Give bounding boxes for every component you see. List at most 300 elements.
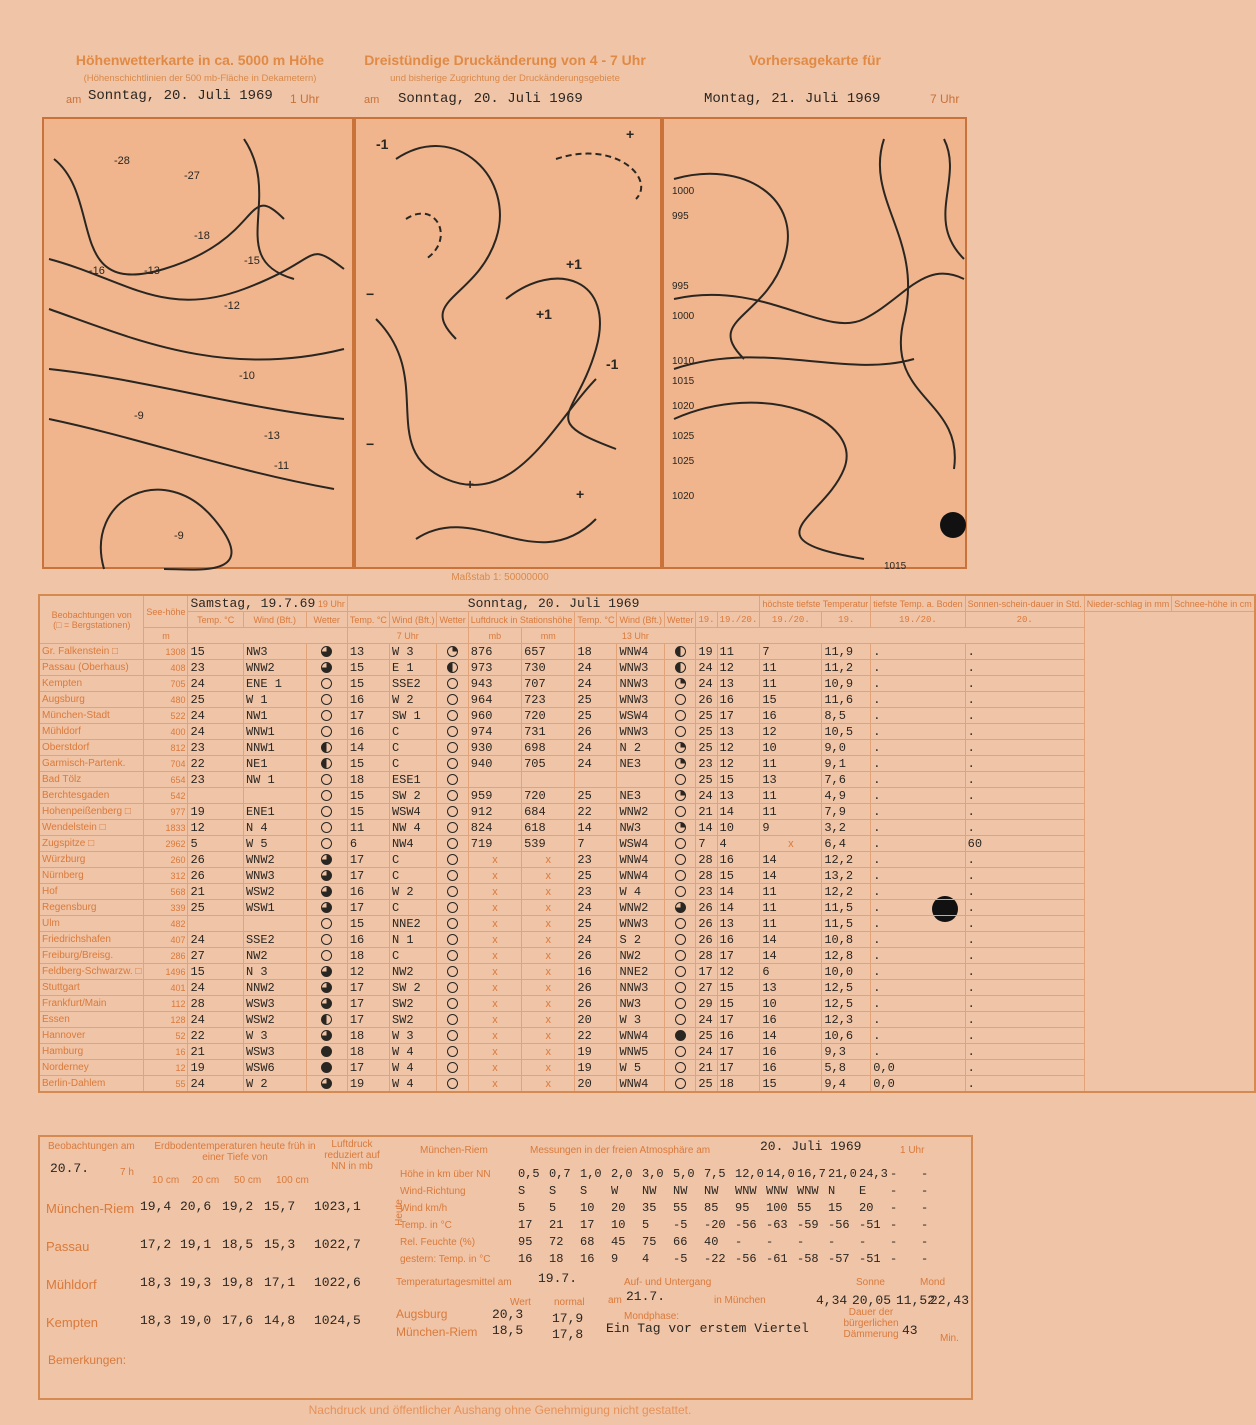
depth-100: 100 cm [276, 1175, 309, 1186]
cell-value: 16 [760, 1012, 822, 1028]
cell-value: . [871, 900, 965, 916]
weather-symbol-icon [321, 982, 332, 993]
station-name: Hamburg [39, 1044, 144, 1060]
cell-value: 16 [717, 692, 760, 708]
cell-value: 698 [522, 740, 575, 756]
weather-symbol-icon [447, 742, 458, 753]
svg-text:1020: 1020 [672, 491, 695, 502]
cell-value: 16 [717, 852, 760, 868]
soil-station-name: Kempten [46, 1315, 99, 1330]
cell-value: 15 [347, 676, 389, 692]
weather-symbol-icon [675, 966, 686, 977]
table-row [39, 692, 1255, 708]
missing-value: x [522, 1076, 575, 1093]
cell-value: 18 [347, 772, 389, 788]
soil-d100: 15,7 [264, 1199, 296, 1214]
weather-symbol [665, 836, 696, 852]
atmos-value: -5 [673, 1252, 688, 1266]
weather-symbol-icon [321, 774, 332, 785]
cell-value: 14 [760, 868, 822, 884]
weather-symbol [306, 916, 347, 932]
cell-value: 18 [717, 1076, 760, 1093]
cell-value: 18 [347, 948, 389, 964]
svg-text:-16: -16 [89, 265, 105, 277]
atmos-value: -57 [828, 1252, 850, 1266]
weather-symbol [437, 692, 468, 708]
atmos-value: - [890, 1218, 898, 1232]
cell-value: 705 [522, 756, 575, 772]
cell-value: 20 [575, 1076, 617, 1093]
cell-value [617, 772, 665, 788]
weather-symbol-icon [447, 870, 458, 881]
weather-symbol-icon [321, 870, 332, 881]
station-elevation: 260 [144, 852, 188, 868]
cell-value: 25 [696, 772, 717, 788]
cell-value: 9,3 [822, 1044, 871, 1060]
cell-value: 7,6 [822, 772, 871, 788]
weather-symbol [665, 1076, 696, 1093]
atmos-row-label: Temp. in °C [400, 1220, 452, 1231]
cell-value: WNW5 [617, 1044, 665, 1060]
atmos-value: -61 [766, 1252, 788, 1266]
cell-value: WNW1 [243, 724, 306, 740]
soil-station-name: Passau [46, 1239, 90, 1254]
in-muenchen: in München [714, 1295, 766, 1306]
atmos-value: 9 [611, 1252, 619, 1266]
h-mm: mm [522, 628, 575, 644]
cell-value: . [965, 996, 1084, 1012]
cell-value: 26 [575, 996, 617, 1012]
cell-value: . [965, 948, 1084, 964]
weather-symbol [665, 756, 696, 772]
cell-value: 19 [696, 644, 717, 660]
station-elevation: 568 [144, 884, 188, 900]
cell-value: 11,5 [822, 916, 871, 932]
cell-value: 18 [575, 644, 617, 660]
cell-value: . [965, 916, 1084, 932]
weather-symbol [437, 836, 468, 852]
weather-symbol-icon [675, 790, 686, 801]
soil-d50: 19,2 [222, 1199, 254, 1214]
cell-value: . [871, 660, 965, 676]
svg-text:+: + [466, 476, 475, 492]
atmos-value: - [921, 1235, 929, 1249]
svg-text:1025: 1025 [672, 431, 695, 442]
cell-value: . [965, 740, 1084, 756]
table-row [39, 1028, 1255, 1044]
weather-symbol-icon [675, 806, 686, 817]
station-elevation: 286 [144, 948, 188, 964]
weather-symbol [665, 868, 696, 884]
table-row [39, 1012, 1255, 1028]
station-elevation: 542 [144, 788, 188, 804]
station-elevation: 1833 [144, 820, 188, 836]
cell-value: NW2 [243, 948, 306, 964]
cell-value: 8,5 [822, 708, 871, 724]
table-row [39, 804, 1255, 820]
table-row [39, 1060, 1255, 1076]
cell-value: 12 [717, 756, 760, 772]
cell-value: 17 [717, 708, 760, 724]
cell-value: W 2 [243, 1076, 306, 1093]
table-row [39, 868, 1255, 884]
soil-d50: 18,5 [222, 1237, 254, 1252]
cell-value: 12 [347, 964, 389, 980]
weather-symbol-icon [675, 854, 686, 865]
weather-symbol [306, 692, 347, 708]
weather-symbol [665, 964, 696, 980]
obs-time: 7 h [120, 1167, 134, 1178]
cell-value: . [965, 724, 1084, 740]
cell-value: 24 [696, 660, 717, 676]
cell-value: NNW1 [243, 740, 306, 756]
cell-value: 7 [696, 836, 717, 852]
cell-value: 28 [696, 948, 717, 964]
cell-value: WSW3 [243, 1044, 306, 1060]
cell-value: 24 [575, 740, 617, 756]
table-row [39, 948, 1255, 964]
weather-symbol-icon [447, 726, 458, 737]
cell-value: E 1 [389, 660, 437, 676]
cell-value: 12,2 [822, 852, 871, 868]
weather-symbol-icon [321, 966, 332, 977]
station-name: München-Stadt [39, 708, 144, 724]
weather-symbol [306, 644, 347, 660]
station-name: Stuttgart [39, 980, 144, 996]
cell-value: 22 [188, 1028, 243, 1044]
cell-value: 25 [575, 788, 617, 804]
weather-symbol-icon [447, 1014, 458, 1025]
weather-symbol-icon [447, 950, 458, 961]
weather-symbol [665, 692, 696, 708]
cell-value: 12,5 [822, 996, 871, 1012]
table-row [39, 788, 1255, 804]
cell-value: 12,8 [822, 948, 871, 964]
cell-value: W 1 [243, 692, 306, 708]
cell-value: 9,4 [822, 1076, 871, 1093]
cell-value: . [965, 660, 1084, 676]
cell-value: . [871, 820, 965, 836]
weather-symbol-icon [447, 678, 458, 689]
atmos-value: 75 [642, 1235, 657, 1249]
atmos-value: 18 [549, 1252, 564, 1266]
cell-value: 14 [760, 932, 822, 948]
forecast-map-time: 7 Uhr [930, 92, 960, 106]
cell-value: 17 [347, 852, 389, 868]
cell-value: NNE2 [617, 964, 665, 980]
cell-value: 14 [760, 852, 822, 868]
missing-value: x [522, 996, 575, 1012]
soil-d10: 17,2 [140, 1237, 172, 1252]
h-date-19b: 19. [822, 612, 871, 628]
cell-value: 26 [696, 692, 717, 708]
cell-value: 19 [188, 1060, 243, 1076]
weather-symbol-icon [675, 1062, 686, 1073]
cell-value: 23 [575, 884, 617, 900]
cell-value: 22 [188, 756, 243, 772]
atmos-value: 14,0 [766, 1167, 795, 1181]
atmos-value: 3,0 [642, 1167, 664, 1181]
cell-value: . [871, 836, 965, 852]
cell-value: 14 [760, 1028, 822, 1044]
cell-value: 15 [717, 980, 760, 996]
weather-symbol [306, 708, 347, 724]
cell-value: 719 [468, 836, 521, 852]
tm-normal: normal [554, 1297, 585, 1308]
weather-symbol-icon [447, 806, 458, 817]
station-elevation: 2962 [144, 836, 188, 852]
missing-value: x [468, 980, 521, 996]
atmos-value: 24,3 [859, 1167, 888, 1181]
cell-value: . [871, 884, 965, 900]
weather-symbol-icon [447, 1062, 458, 1073]
weather-symbol-icon [675, 934, 686, 945]
upper-map-am: am [66, 94, 82, 106]
cell-value: 23 [696, 756, 717, 772]
station-name: Essen [39, 1012, 144, 1028]
table-row [39, 708, 1255, 724]
weather-symbol-icon [675, 710, 686, 721]
missing-value: x [522, 900, 575, 916]
cell-value: . [965, 1044, 1084, 1060]
cell-value: 15 [717, 868, 760, 884]
soil-d50: 17,6 [222, 1313, 254, 1328]
cell-value: 3,2 [822, 820, 871, 836]
missing-value: x [522, 916, 575, 932]
h-13-uhr: 13 Uhr [575, 628, 696, 644]
bottom-section [38, 1135, 973, 1400]
cell-value: 21 [696, 804, 717, 820]
atmos-value: 55 [797, 1201, 812, 1215]
weather-symbol [437, 724, 468, 740]
weather-maps [42, 117, 967, 572]
cell-value: 4,9 [822, 788, 871, 804]
atmos-value: - [921, 1184, 929, 1198]
cell-value: 14 [760, 948, 822, 964]
depth-50: 50 cm [234, 1175, 262, 1186]
cell-value: 11 [717, 644, 760, 660]
missing-value: x [522, 1060, 575, 1076]
cell-value: 28 [696, 852, 717, 868]
svg-text:1025: 1025 [672, 456, 695, 467]
h-wind-19: Wind (Bft.) [243, 612, 306, 628]
weather-symbol-icon [675, 678, 686, 689]
cell-value: 15 [347, 756, 389, 772]
station-name: Regensburg [39, 900, 144, 916]
h-7-uhr: 7 Uhr [347, 628, 468, 644]
atmos-value: - [859, 1235, 867, 1249]
pressure-map-am: am [364, 94, 380, 106]
cell-value: 824 [468, 820, 521, 836]
station-elevation: 16 [144, 1044, 188, 1060]
header-snow: Schnee-höhe in cm [1172, 595, 1255, 612]
cell-value: 16 [717, 932, 760, 948]
weather-symbol [665, 1044, 696, 1060]
cell-value: WNW4 [617, 852, 665, 868]
cell-value: 943 [468, 676, 521, 692]
cell-value: 16 [575, 964, 617, 980]
h-wetter-7: Wetter [437, 612, 468, 628]
cell-value: 19 [347, 1076, 389, 1093]
cell-value: 657 [522, 644, 575, 660]
missing-value: x [468, 868, 521, 884]
station-name: Mühldorf [39, 724, 144, 740]
cell-value: . [965, 964, 1084, 980]
weather-symbol [306, 852, 347, 868]
cell-value: 14 [717, 900, 760, 916]
cell-value: 16 [347, 724, 389, 740]
weather-symbol [665, 980, 696, 996]
cell-value: 23 [575, 852, 617, 868]
tm-row1-name: Augsburg [396, 1307, 448, 1321]
cell-value: 15 [188, 644, 243, 660]
weather-symbol [306, 772, 347, 788]
cell-value: . [871, 948, 965, 964]
station-name: Norderney [39, 1060, 144, 1076]
cell-value: WNW3 [617, 660, 665, 676]
cell-value: 25 [575, 868, 617, 884]
atmos-value: 45 [611, 1235, 626, 1249]
weather-symbol-icon [447, 982, 458, 993]
table-row [39, 932, 1255, 948]
atmos-value: S [518, 1184, 526, 1198]
cell-value: . [965, 756, 1084, 772]
upper-air-map [42, 117, 354, 569]
cell-value: 7 [575, 836, 617, 852]
missing-value: x [468, 996, 521, 1012]
weather-symbol [306, 964, 347, 980]
cell-value: 9 [760, 820, 822, 836]
header-sunshine: Sonnen-schein-dauer in Std. [965, 595, 1084, 612]
weather-symbol-icon [447, 934, 458, 945]
cell-value: . [965, 708, 1084, 724]
station-name: Würzburg [39, 852, 144, 868]
weather-symbol [437, 788, 468, 804]
header-observations: Beobachtungen von [51, 609, 132, 620]
station-elevation: 400 [144, 724, 188, 740]
header-precip: Nieder-schlag in mm [1084, 595, 1172, 612]
cell-value: SSE2 [389, 676, 437, 692]
missing-value: x [522, 852, 575, 868]
table-row [39, 996, 1255, 1012]
cell-value: 912 [468, 804, 521, 820]
cell-value: 5,8 [822, 1060, 871, 1076]
atmos-value: - [890, 1167, 898, 1181]
svg-text:-11: -11 [274, 460, 290, 472]
cell-value: 17 [347, 868, 389, 884]
atmos-value: 95 [518, 1235, 533, 1249]
weather-symbol-icon [321, 838, 332, 849]
missing-value: x [522, 948, 575, 964]
cell-value: . [965, 868, 1084, 884]
cell-value: . [871, 724, 965, 740]
weather-symbol [306, 1060, 347, 1076]
weather-symbol-icon [447, 646, 458, 657]
weather-symbol [306, 932, 347, 948]
punch-hole-1 [940, 512, 966, 538]
missing-value: x [468, 1076, 521, 1093]
cell-value: 21 [696, 1060, 717, 1076]
station-elevation: 407 [144, 932, 188, 948]
header-ground-temp: tiefste Temp. a. Boden [871, 595, 965, 612]
atmos-value: N [828, 1184, 836, 1198]
cell-value: 6 [347, 836, 389, 852]
weather-symbol [306, 1012, 347, 1028]
cell-value: 16 [760, 1060, 822, 1076]
cell-value: 16 [347, 932, 389, 948]
weather-symbol [665, 1012, 696, 1028]
atmos-value: NW [673, 1184, 688, 1198]
cell-value: 964 [468, 692, 521, 708]
weather-symbol-icon [675, 662, 686, 673]
station-name: Feldberg-Schwarzw. □ [39, 964, 144, 980]
cell-value: 21 [188, 1044, 243, 1060]
weather-symbol-icon [447, 854, 458, 865]
cell-value: 15 [347, 916, 389, 932]
auf-label: Auf- und Untergang [624, 1277, 712, 1288]
sonne-label: Sonne [856, 1277, 885, 1288]
svg-text:-9: -9 [174, 530, 184, 542]
cell-value [468, 772, 521, 788]
cell-value: . [965, 676, 1084, 692]
weather-symbol-icon [321, 694, 332, 705]
cell-value: 25 [696, 1028, 717, 1044]
weather-symbol [437, 708, 468, 724]
weather-symbol [437, 900, 468, 916]
cell-value: . [871, 692, 965, 708]
cell-value: ENE1 [243, 804, 306, 820]
cell-value: . [965, 980, 1084, 996]
atmos-value: -22 [704, 1252, 726, 1266]
cell-value: 707 [522, 676, 575, 692]
mondphase-label: Mondphase: [624, 1311, 680, 1322]
cell-value: . [965, 884, 1084, 900]
atmos-value: - [890, 1252, 898, 1266]
cell-value: 13 [760, 772, 822, 788]
cell-value: 11 [760, 804, 822, 820]
atmos-value: 10 [611, 1218, 626, 1232]
cell-value: 19 [575, 1060, 617, 1076]
missing-value: x [468, 916, 521, 932]
atmos-value: 7,5 [704, 1167, 726, 1181]
cell-value: C [389, 852, 437, 868]
weather-symbol [437, 1076, 468, 1093]
cell-value: WNW3 [617, 692, 665, 708]
weather-symbol [437, 868, 468, 884]
cell-value [188, 916, 243, 932]
weather-symbol-icon [321, 1078, 332, 1089]
weather-symbol-icon [321, 758, 332, 769]
svg-text:1010: 1010 [672, 356, 695, 367]
cell-value: 11 [760, 756, 822, 772]
cell-value: 10,5 [822, 724, 871, 740]
cell-value: W 3 [389, 1028, 437, 1044]
atmos-value: 5 [518, 1201, 526, 1215]
atmos-value: E [859, 1184, 867, 1198]
svg-text:-1: -1 [376, 136, 389, 152]
weather-symbol-icon [447, 886, 458, 897]
weather-symbol-icon [321, 854, 332, 865]
weather-symbol-icon [675, 822, 686, 833]
weather-symbol [665, 1060, 696, 1076]
atmos-value: 5,0 [673, 1167, 695, 1181]
cell-value: WSW4 [617, 836, 665, 852]
weather-symbol [665, 996, 696, 1012]
weather-symbol [665, 644, 696, 660]
atmos-value: -58 [797, 1252, 819, 1266]
weather-symbol [665, 884, 696, 900]
cell-value: 12,5 [822, 980, 871, 996]
